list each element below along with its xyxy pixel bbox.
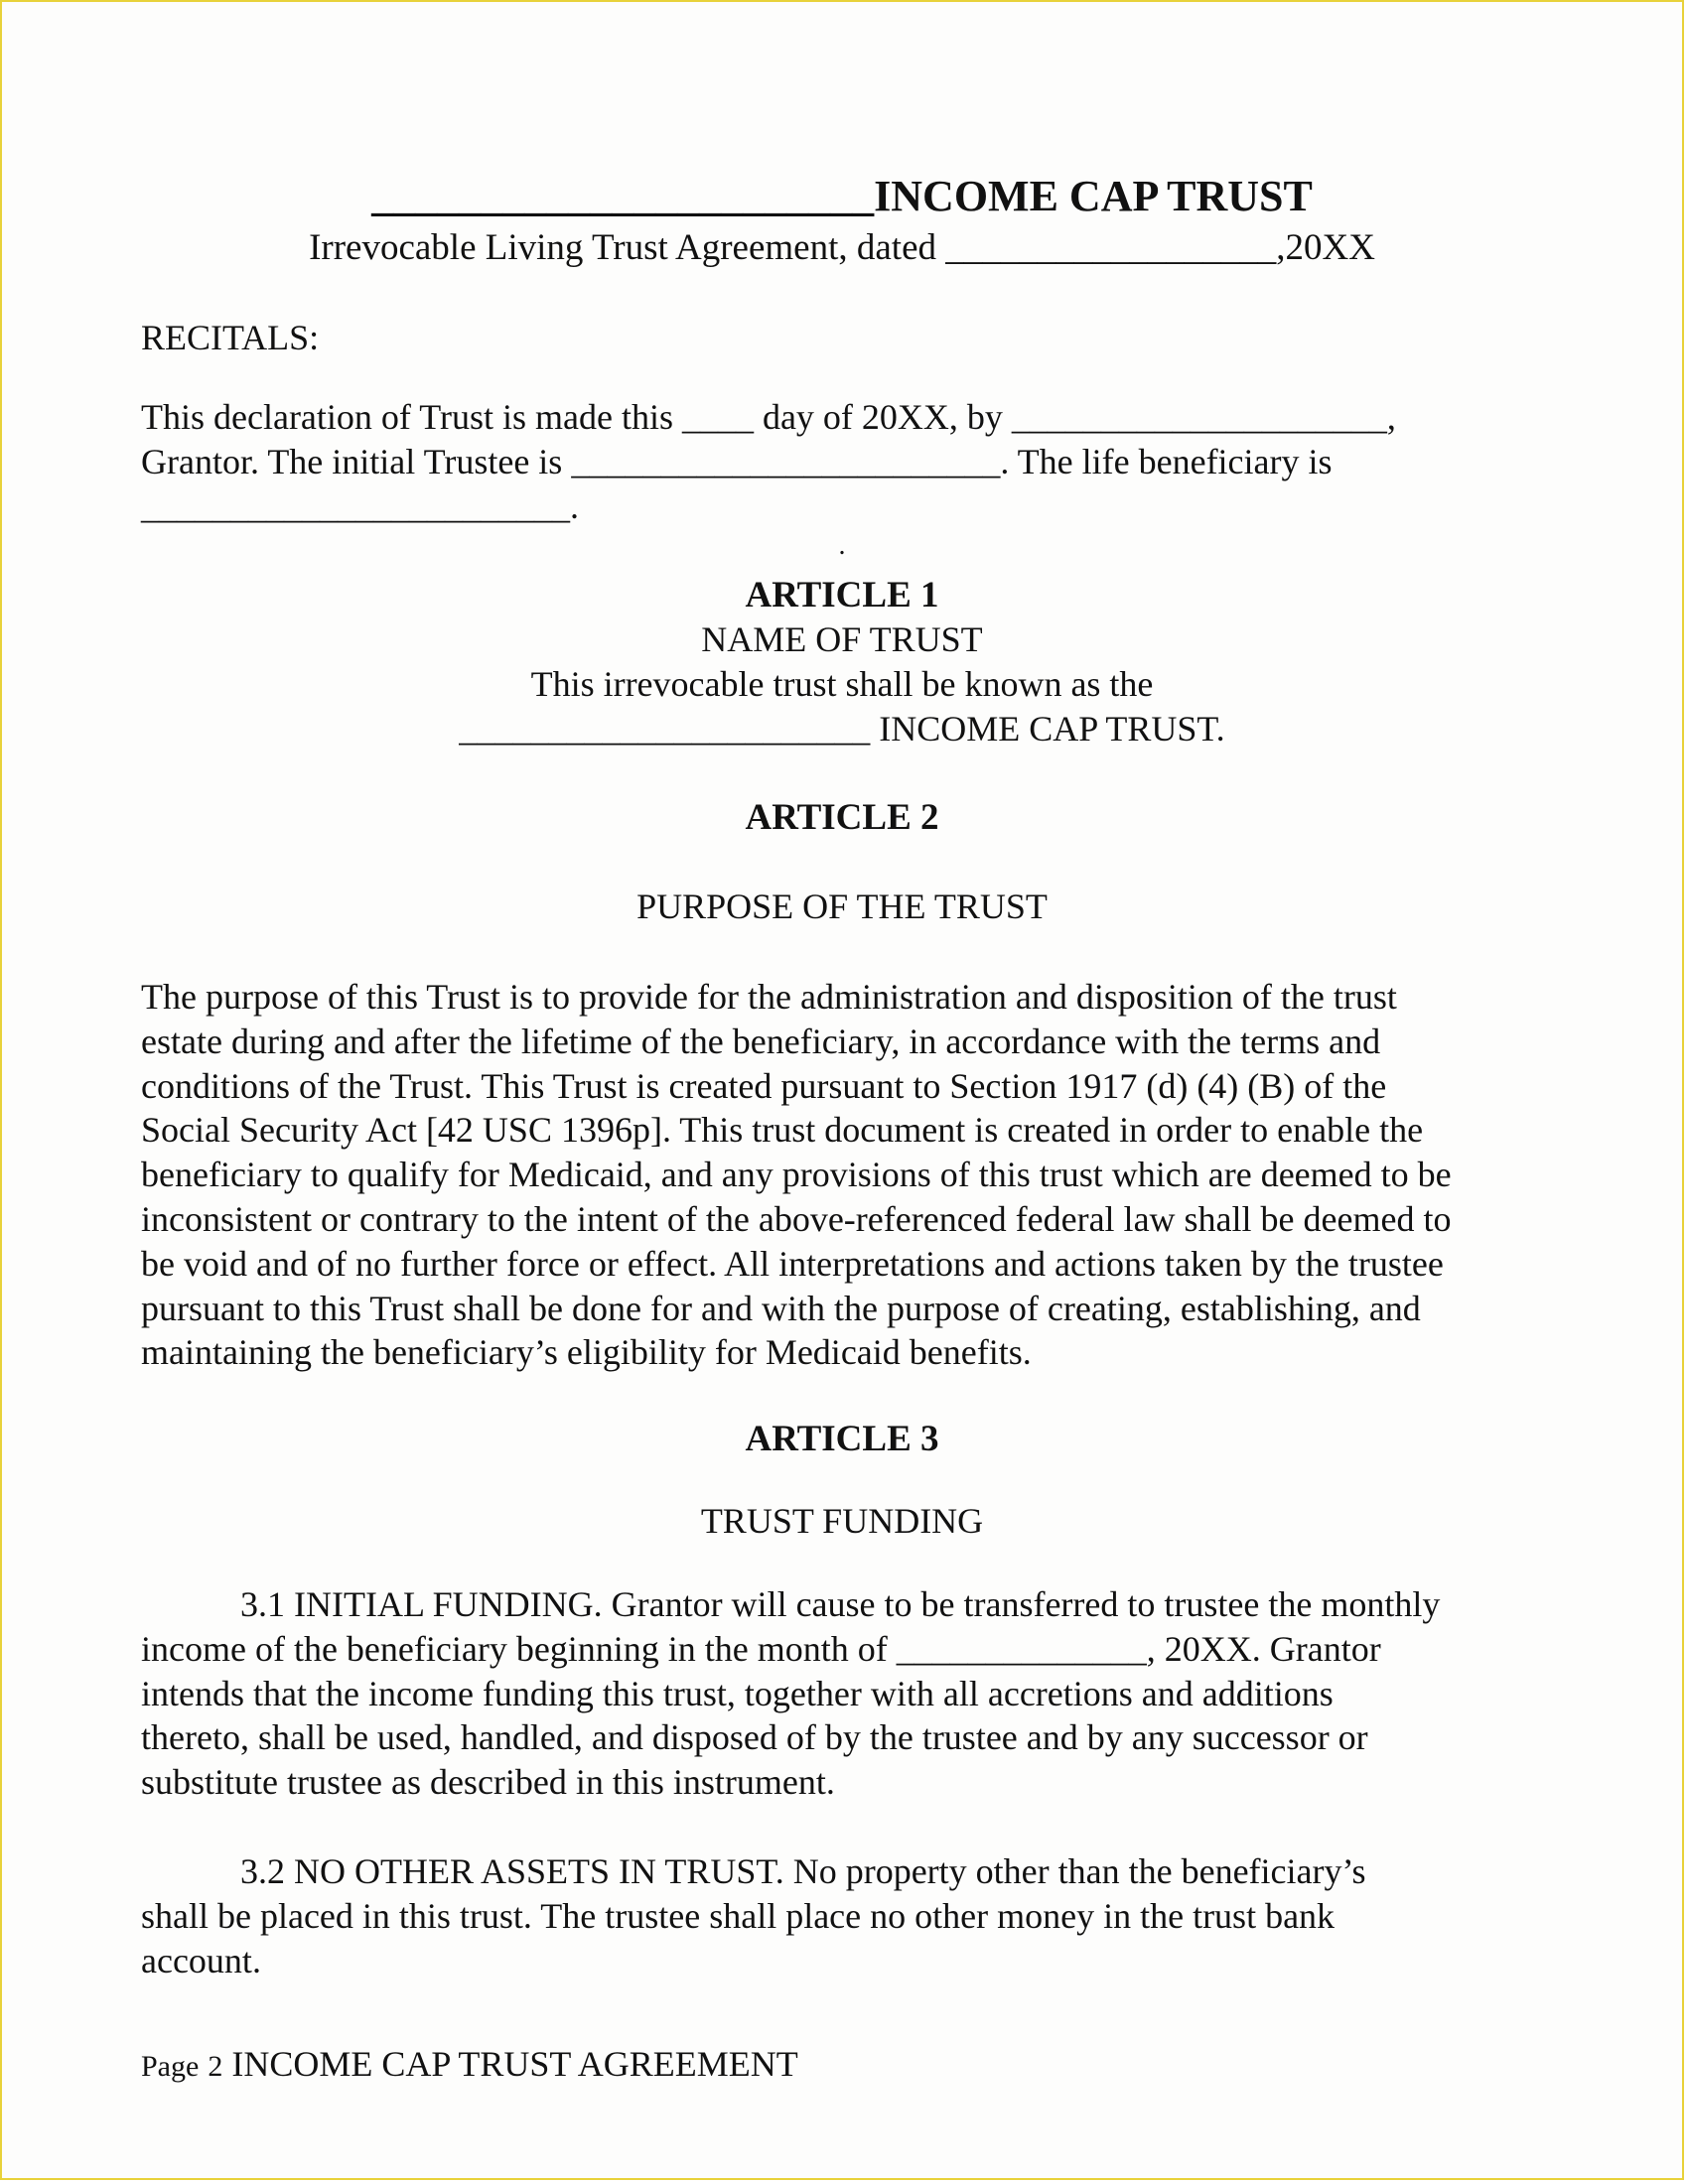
- article-3-heading: ARTICLE 3: [745, 1419, 939, 1459]
- document-subtitle: Irrevocable Living Trust Agreement, dated __________________,20XX: [309, 227, 1375, 268]
- section-2-line: shall be placed in this trust. The trustee shall place no other money in the trust bank: [141, 1895, 1336, 1936]
- article-2-line: The purpose of this Trust is to provide for the administration and disposition of the trust: [141, 977, 1397, 1017]
- article-2-paragraph: [141, 975, 1561, 1375]
- article-2-line: be void and of no further force or effect. All interpretations and actions taken by the trustee: [141, 1243, 1444, 1284]
- footer-page-number: 2: [208, 2050, 223, 2083]
- article-2-line: beneficiary to qualify for Medicaid, and any provisions of this trust which are deemed to be: [141, 1155, 1452, 1195]
- separator-dot: .: [838, 530, 846, 561]
- article-3-section-1: [141, 1582, 1561, 1805]
- article-2-line: Social Security Act [42 USC 1396p]. This trust document is created in order to enable the: [141, 1110, 1424, 1151]
- recitals-line: ________________________.: [141, 485, 579, 526]
- article-3-subheading: TRUST FUNDING: [700, 1501, 984, 1541]
- section-1-line: substitute trustee as described in this instrument.: [141, 1762, 835, 1803]
- document-title: _______________________INCOME CAP TRUST: [371, 172, 1313, 220]
- footer-page-label: Page: [141, 2050, 200, 2083]
- article-1-line: _______________________ INCOME CAP TRUST.: [459, 709, 1225, 749]
- article-1-heading: ARTICLE 1: [745, 575, 939, 615]
- article-2-line: pursuant to this Trust shall be done for and with the purpose of creating, establishing, and: [141, 1288, 1421, 1328]
- section-1-line: thereto, shall be used, handled, and disposed of by the trustee and by any successor or: [141, 1717, 1368, 1758]
- page-footer: [141, 2043, 798, 2085]
- article-3-section-2: [141, 1849, 1561, 1982]
- article-2-line: maintaining the beneficiary’s eligibility for Medicaid benefits.: [141, 1332, 1032, 1373]
- section-2-line: 3.2 NO OTHER ASSETS IN TRUST. No property other than the beneficiary’s: [240, 1851, 1366, 1891]
- recitals-heading: RECITALS:: [141, 318, 320, 357]
- section-1-line: intends that the income funding this trust, together with all accretions and additions: [141, 1673, 1334, 1713]
- section-2-line: account.: [141, 1940, 261, 1980]
- recitals-line: Grantor. The initial Trustee is ________________________. The life beneficiary is: [141, 441, 1333, 481]
- article-2-line: inconsistent or contrary to the intent of the above-referenced federal law shall be deemed to: [141, 1198, 1452, 1239]
- recitals-line: This declaration of Trust is made this ____ day of 20XX, by _____________________,: [141, 397, 1396, 437]
- article-2-subheading: PURPOSE OF THE TRUST: [636, 887, 1048, 926]
- article-2-heading: ARTICLE 2: [745, 797, 939, 838]
- section-1-line: income of the beneficiary beginning in the month of ______________, 20XX. Grantor: [141, 1628, 1381, 1669]
- article-2-line: estate during and after the lifetime of the beneficiary, in accordance with the terms and: [141, 1021, 1381, 1061]
- article-1-line: This irrevocable trust shall be known as the: [530, 664, 1154, 704]
- article-2-line: conditions of the Trust. This Trust is created pursuant to Section 1917 (d) (4) (B) of the: [141, 1065, 1387, 1106]
- recitals-paragraph: [141, 395, 1561, 528]
- section-1-line: 3.1 INITIAL FUNDING. Grantor will cause to be transferred to trustee the monthly: [240, 1584, 1441, 1624]
- footer-text: INCOME CAP TRUST AGREEMENT: [231, 2044, 798, 2084]
- article-1-subheading: NAME OF TRUST: [701, 619, 983, 659]
